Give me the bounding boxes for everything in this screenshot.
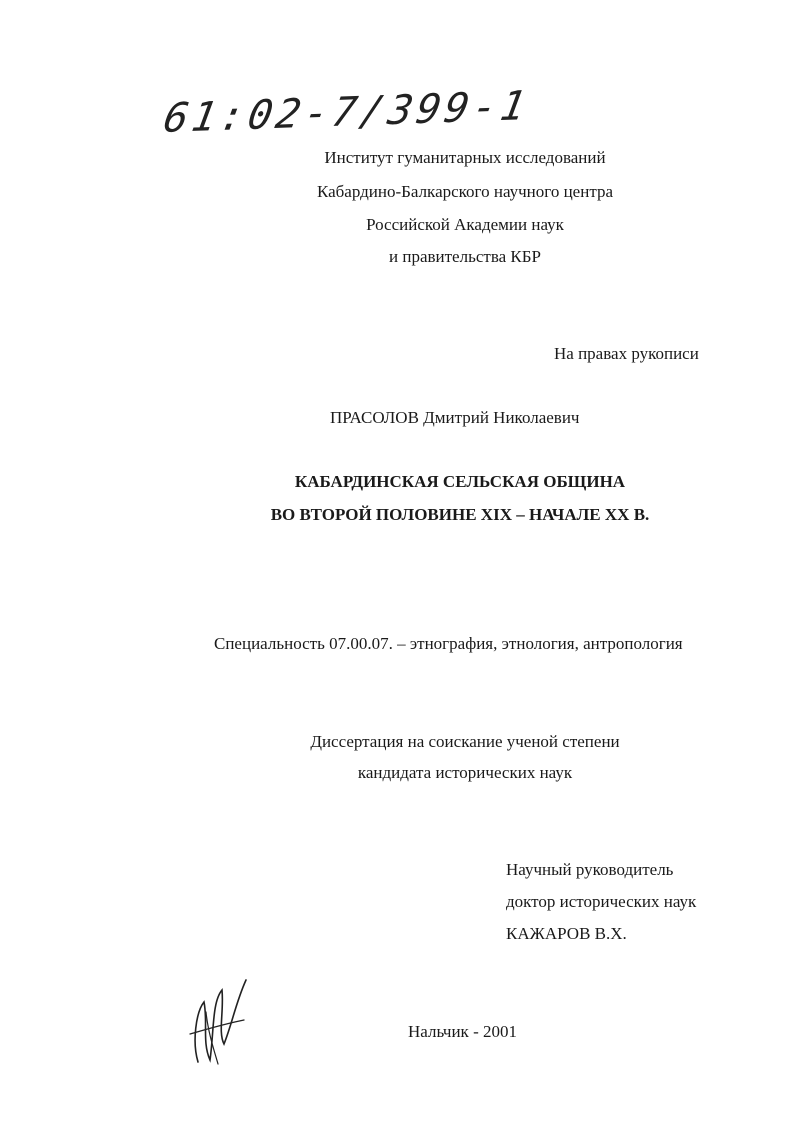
institute-line-4: и правительства КБР: [389, 247, 541, 266]
specialty: Специальность 07.00.07. – этнография, этнология, антропология: [214, 634, 683, 653]
archive-code-text: 61:02-7/399-1: [160, 82, 534, 142]
author-name: ПРАСОЛОВ Дмитрий Николаевич: [330, 408, 580, 427]
handwritten-archive-code: [160, 62, 540, 152]
title-line-1: КАБАРДИНСКАЯ СЕЛЬСКАЯ ОБЩИНА: [294, 472, 626, 491]
handwritten-signature: [184, 972, 254, 1072]
supervisor-degree: доктор исторических наук: [506, 892, 697, 911]
institute-line-2: Кабардино-Балкарского научного центра: [316, 182, 613, 201]
place-year: Нальчик - 2001: [408, 1022, 517, 1041]
supervisor-name: КАЖАРОВ В.Х.: [506, 924, 627, 943]
title-line-2: ВО ВТОРОЙ ПОЛОВИНЕ XIX – НАЧАЛЕ XX В.: [270, 505, 650, 524]
institute-line-1: Институт гуманитарных исследований: [324, 148, 606, 167]
supervisor-title: Научный руководитель: [506, 860, 674, 879]
dissertation-line-2: кандидата исторических наук: [357, 763, 573, 782]
institute-line-3: Российской Академии наук: [366, 215, 564, 234]
manuscript-note: На правах рукописи: [554, 344, 699, 363]
dissertation-line-1: Диссертация на соискание ученой степени: [310, 732, 620, 751]
